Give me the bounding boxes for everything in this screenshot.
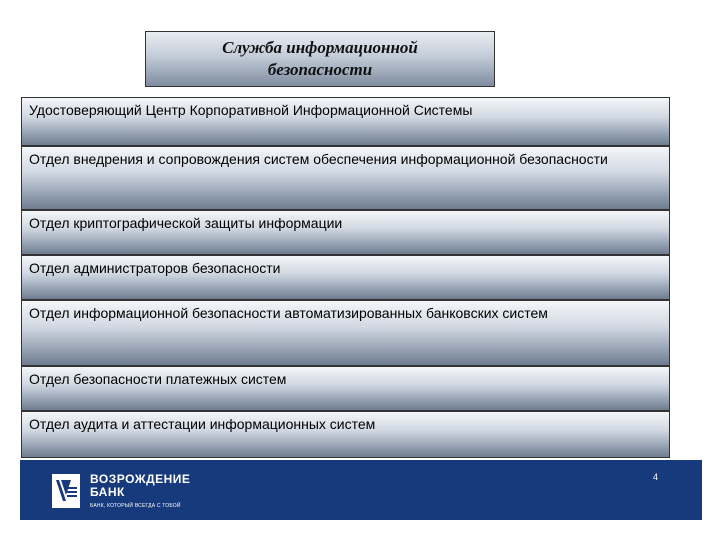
service-title-line-2: безопасности xyxy=(267,60,373,79)
department-box-audit xyxy=(21,411,670,458)
bank-name-line-2: БАНК xyxy=(90,485,125,499)
department-label: Отдел аудита и аттестации информационных систем xyxy=(29,416,376,432)
service-title-line-1: Служба информационной xyxy=(222,38,418,57)
department-label: Отдел информационной безопасности автоматизированных банковских систем xyxy=(29,305,548,321)
bank-slogan: БАНК, КОТОРЫЙ ВСЕГДА С ТОБОЙ xyxy=(90,503,181,509)
department-box-cert-center xyxy=(21,97,670,146)
department-box-abs-security xyxy=(21,300,670,366)
bank-name-line-1: ВОЗРОЖДЕНИЕ xyxy=(90,472,191,486)
department-label: Отдел безопасности платежных систем xyxy=(29,371,287,387)
department-label: Удостоверяющий Центр Корпоративной Информационной Системы xyxy=(29,102,473,118)
department-label: Отдел криптографической защиты информации xyxy=(29,215,343,231)
department-box-admins xyxy=(21,255,670,300)
service-title-box xyxy=(145,31,495,87)
department-label: Отдел внедрения и сопровождения систем обеспечения информационной безопасности xyxy=(29,151,608,167)
bank-logo-icon xyxy=(52,474,80,508)
page-number: 4 xyxy=(652,472,658,482)
department-box-payments xyxy=(21,366,670,411)
footer-banner xyxy=(20,460,702,520)
department-box-crypto xyxy=(21,210,670,255)
department-box-implementation xyxy=(21,146,670,210)
department-label: Отдел администраторов безопасности xyxy=(29,260,281,276)
